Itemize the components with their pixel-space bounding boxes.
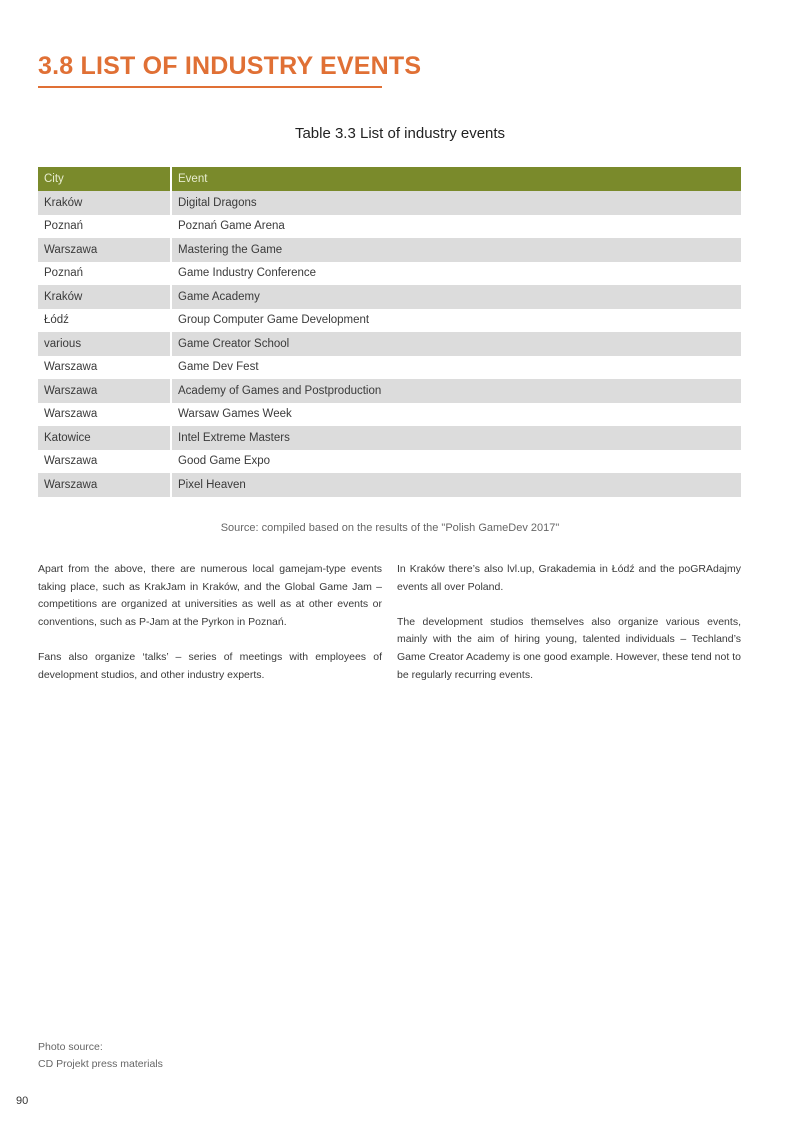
table-row (38, 379, 741, 403)
event-cell: Good Game Expo (171, 450, 741, 474)
table-header-row (38, 167, 741, 191)
city-cell: Poznań (38, 262, 171, 286)
city-cell: Kraków (38, 191, 171, 215)
event-cell: Intel Extreme Masters (171, 426, 741, 450)
table-source-note: Source: compiled based on the results of the "Polish GameDev 2017" (220, 522, 560, 534)
city-cell: various (38, 332, 171, 356)
city-cell: Łódź (38, 309, 171, 333)
city-cell: Poznań (38, 215, 171, 239)
event-cell: Group Computer Game Development (171, 309, 741, 333)
event-cell: Game Dev Fest (171, 356, 741, 380)
event-cell: Academy of Games and Postproduction (171, 379, 741, 403)
body-paragraph: The development studios themselves also organize various events, mainly with the aim of hiring young, talented individuals – Techland’s Game Creator Academy is one good example. However, these tend not to be regularly recurring events. (397, 615, 741, 681)
table-row (38, 332, 741, 356)
event-cell: Game Creator School (171, 332, 741, 356)
event-cell: Poznań Game Arena (171, 215, 741, 239)
body-paragraph: In Kraków there’s also lvl.up, Grakademia in Łódź and the poGRAdajmy events all over Poland. (397, 563, 741, 593)
photo-source (38, 1039, 163, 1073)
table-row (38, 450, 741, 474)
event-cell: Game Industry Conference (171, 262, 741, 286)
table-row (38, 356, 741, 380)
city-cell: Warszawa (38, 473, 171, 497)
table-row (38, 215, 741, 239)
table-row (38, 191, 741, 215)
body-column-right (397, 561, 741, 702)
city-cell: Katowice (38, 426, 171, 450)
body-paragraph: Fans also organize ‘talks’ – series of meetings with employees of development studios, and other industry experts. (38, 650, 382, 681)
table-row (38, 285, 741, 309)
page-number: 90 (16, 1095, 29, 1107)
table-title: Table 3.3 List of industry events (294, 125, 506, 142)
city-cell: Warszawa (38, 403, 171, 427)
column-header-city: City (38, 167, 171, 191)
photo-source-label: Photo source: (38, 1041, 103, 1053)
event-cell: Game Academy (171, 285, 741, 309)
table-row (38, 262, 741, 286)
city-cell: Warszawa (38, 238, 171, 262)
heading-underline (38, 86, 382, 88)
table-row (38, 426, 741, 450)
event-cell: Pixel Heaven (171, 473, 741, 497)
event-cell: Digital Dragons (171, 191, 741, 215)
event-cell: Mastering the Game (171, 238, 741, 262)
city-cell: Kraków (38, 285, 171, 309)
events-table (38, 167, 741, 497)
city-cell: Warszawa (38, 356, 171, 380)
table-row (38, 309, 741, 333)
table-row (38, 403, 741, 427)
table-row (38, 238, 741, 262)
city-cell: Warszawa (38, 379, 171, 403)
section-heading: 3.8 LIST OF INDUSTRY EVENTS (38, 52, 422, 80)
city-cell: Warszawa (38, 450, 171, 474)
table-row (38, 473, 741, 497)
body-paragraph: Apart from the above, there are numerous local gamejam-type events taking place, such as KrakJam in Kraków, and the Global Game Jam – competitions are organized at universities as well as at other events or conventions, such as P-Jam at the Pyrkon in Poznań. (38, 563, 382, 628)
column-header-event: Event (171, 167, 741, 191)
photo-source-text: CD Projekt press materials (38, 1058, 163, 1070)
body-column-left (38, 561, 382, 702)
event-cell: Warsaw Games Week (171, 403, 741, 427)
